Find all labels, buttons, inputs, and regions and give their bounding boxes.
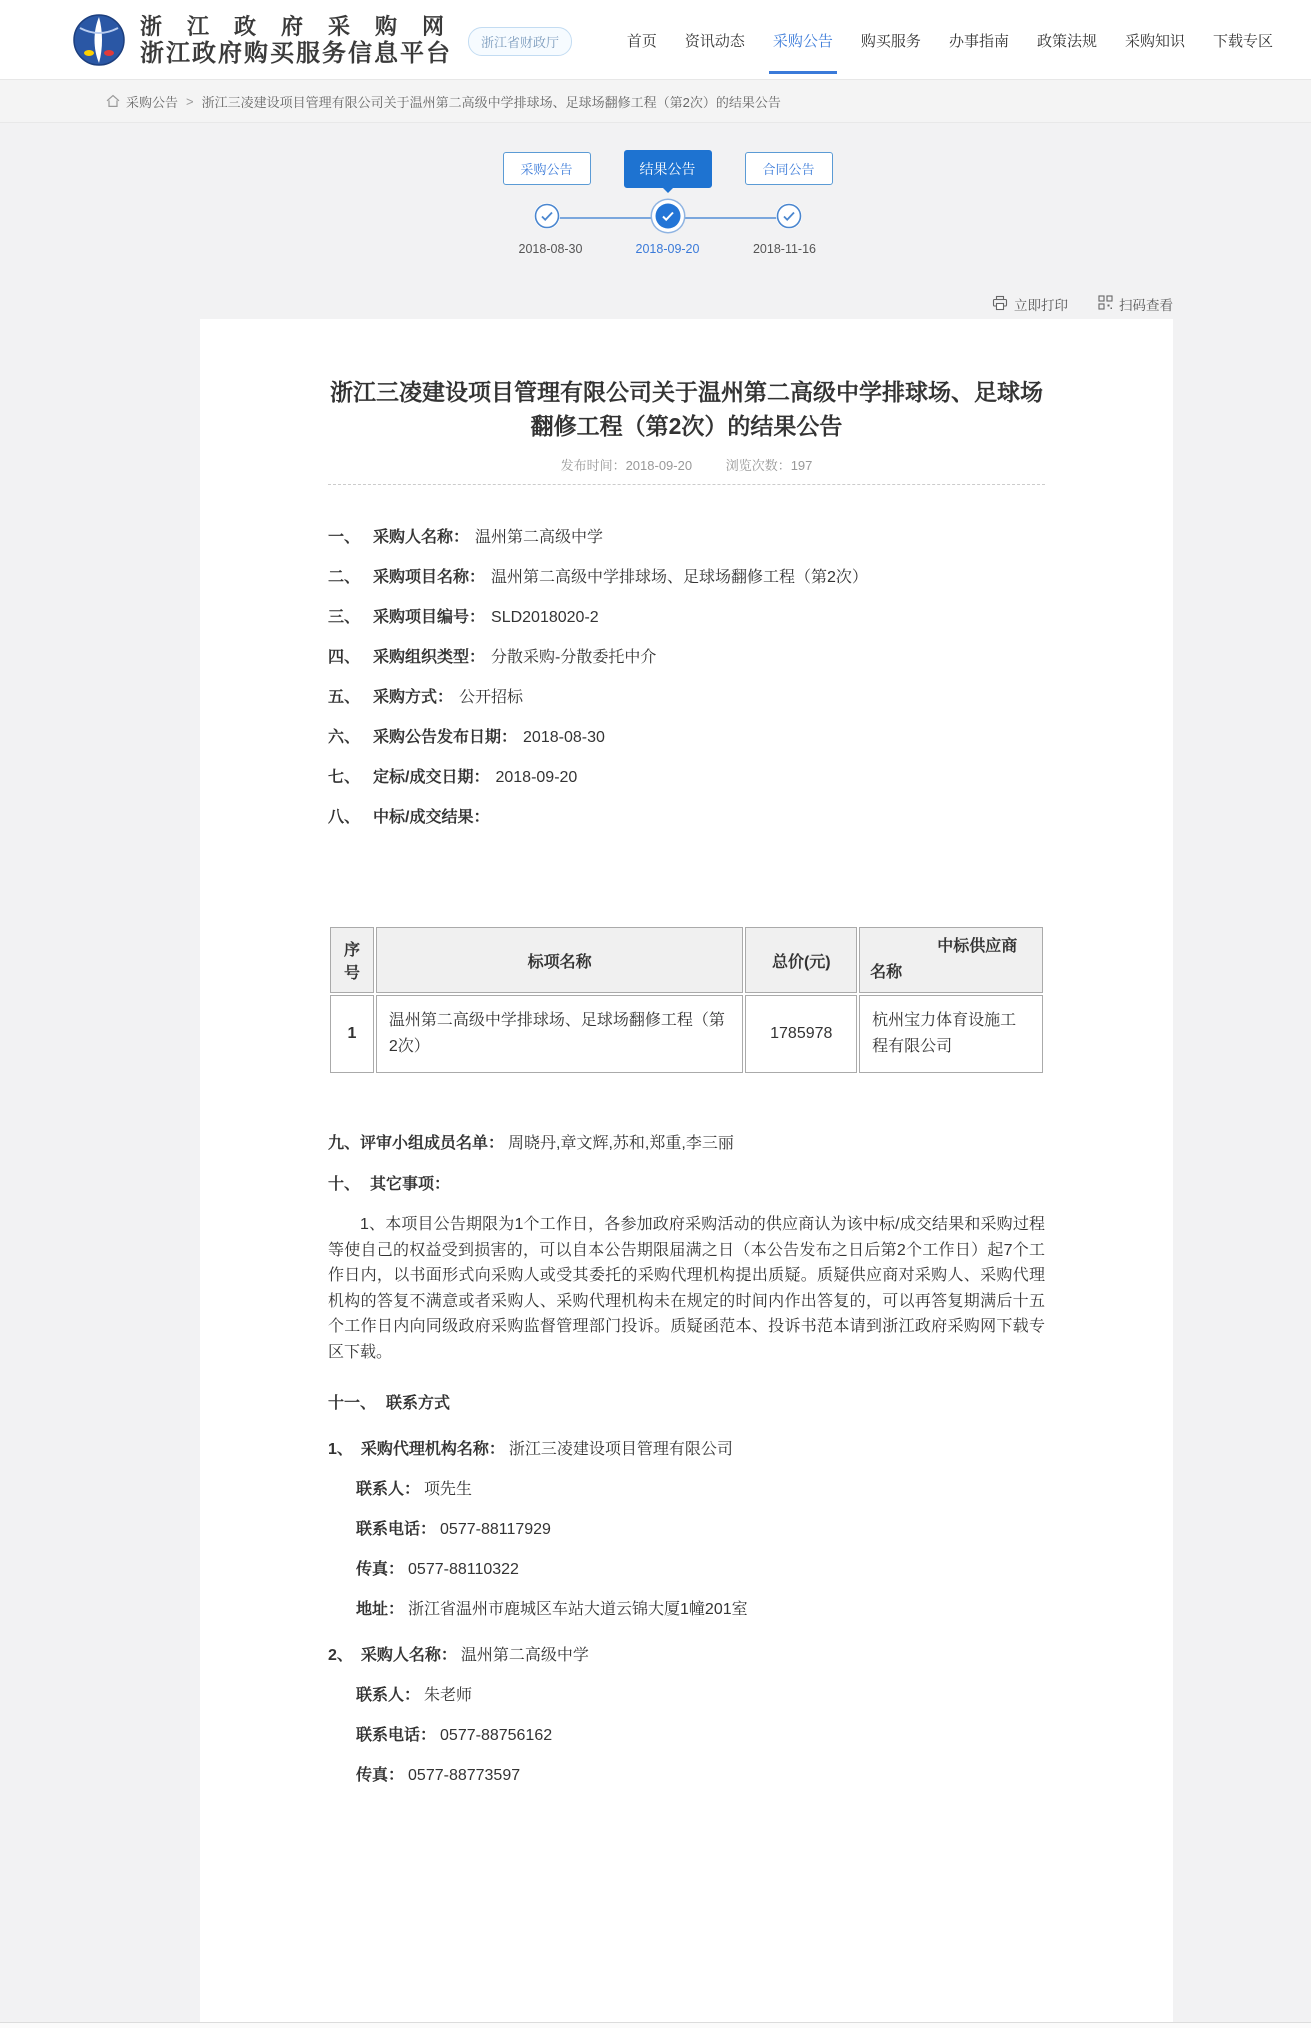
breadcrumb	[0, 80, 1311, 123]
item-org-type: 四、 采购组织类型： 分散采购-分散委托中介	[328, 649, 657, 666]
award-result-table	[328, 925, 1045, 1075]
step3-check-icon	[776, 203, 802, 229]
site-header	[0, 0, 1311, 80]
site-logo-icon[interactable]	[72, 13, 126, 67]
tab-result-notice[interactable]: 结果公告	[624, 150, 712, 188]
article-meta	[328, 455, 1045, 485]
header-index: 序号	[330, 927, 374, 993]
nav-item-download[interactable]: 下载专区	[1212, 32, 1273, 50]
step1-check-icon	[534, 203, 560, 229]
home-icon[interactable]	[106, 94, 120, 108]
step2-check-icon	[655, 203, 681, 229]
nav-item-knowledge[interactable]: 采购知识	[1124, 32, 1185, 50]
cell-index: 1	[330, 995, 374, 1073]
agency-phone: 联系电话： 0577-88117929	[356, 1521, 551, 1538]
buyer-contact-person: 联系人： 朱老师	[356, 1687, 473, 1704]
process-tab-row	[503, 150, 833, 193]
breadcrumb-current: 浙江三凌建设项目管理有限公司关于温州第二高级中学排球场、足球场翻修工程（第2次）的结果公告	[201, 94, 781, 110]
article-items	[328, 527, 1045, 829]
nav-item-procurement-notice[interactable]: 采购公告	[759, 0, 847, 80]
agency-contact-person: 联系人： 项先生	[356, 1481, 473, 1498]
scan-qr-button-label: 扫码查看	[1119, 298, 1173, 313]
print-button-label: 立即打印	[1014, 298, 1068, 313]
cell-supplier: 杭州宝力体育设施工程有限公司	[859, 995, 1043, 1073]
breadcrumb-root[interactable]: 采购公告	[126, 94, 179, 110]
section-contact: 十一、 联系方式	[328, 1395, 451, 1412]
section-review-panel: 九、评审小组成员名单： 周晓丹,章文辉,苏和,郑重,李三丽	[328, 1135, 734, 1152]
main-nav	[613, 0, 1287, 80]
nav-item-guide[interactable]: 办事指南	[948, 32, 1009, 50]
printer-icon	[992, 295, 1008, 314]
cell-lot-name: 温州第二高级中学排球场、足球场翻修工程（第2次）	[376, 995, 744, 1073]
step2-date: 2018-09-20	[635, 242, 700, 256]
nav-item-purchase-service[interactable]: 购买服务	[860, 32, 921, 50]
nav-item-policy[interactable]: 政策法规	[1036, 32, 1097, 50]
view-count: 浏览次数：197	[725, 458, 813, 473]
nav-item-news[interactable]: 资讯动态	[684, 32, 745, 50]
agency-fax: 传真： 0577-88110322	[356, 1561, 519, 1578]
item-project-name: 二、 采购项目名称： 温州第二高级中学排球场、足球场翻修工程（第2次）	[328, 569, 868, 586]
step3-date: 2018-11-16	[752, 242, 816, 256]
item-notice-date: 六、 采购公告发布日期： 2018-08-30	[328, 729, 605, 746]
item-award-date: 七、 定标/成交日期： 2018-09-20	[328, 769, 578, 786]
buyer-fax: 传真： 0577-88773597	[356, 1767, 521, 1784]
header-total-price: 总价(元)	[745, 927, 857, 993]
header-supplier: 中标供应商名称	[859, 927, 1043, 993]
brand-text	[140, 13, 469, 67]
nav-item-home[interactable]: 首页	[626, 32, 657, 50]
timeline-dates	[503, 242, 833, 256]
section-other-matters: 十、 其它事项：	[328, 1176, 451, 1193]
item-award-result: 八、 中标/成交结果：	[328, 809, 490, 826]
qr-code-icon	[1098, 295, 1113, 313]
gov-badge: 浙江省财政厅	[468, 27, 572, 56]
item-buyer-name: 一、 采购人名称： 温州第二高级中学	[328, 529, 604, 546]
table-header-row	[330, 927, 1043, 993]
breadcrumb-separator: >	[186, 93, 194, 109]
contact-buyer: 2、 采购人名称： 温州第二高级中学	[328, 1647, 589, 1664]
page-title: 浙江三凌建设项目管理有限公司关于温州第二高级中学排球场、足球场翻修工程（第2次）的结果公告	[330, 379, 1043, 439]
publish-time: 发布时间：2018-09-20	[560, 458, 693, 473]
announcement-card	[200, 319, 1173, 2022]
table-row	[330, 995, 1043, 1073]
other-matters-paragraph: 1、本项目公告期限为1个工作日，各参加政府采购活动的供应商认为该中标/成交结果和采购过程等使自己的权益受到损害的，可以自本公告期限届满之日（本公告发布之日后第2个工作日）起7个工作日内，以书面形式向采购人或受其委托的采购代理机构提出质疑。质疑供应商对采购人、采购代理机构的答复不满意或者采购人、采购代理机构未在规定的时间内作出答复的，可以再答复期满后十五个工作日内向同级政府采购监督管理部门投诉。质疑函范本、投诉书范本请到浙江政府采购网下载专区下载。	[328, 1216, 1045, 1361]
process-steps	[503, 123, 833, 256]
tab-procurement-notice[interactable]: 采购公告	[503, 152, 591, 185]
site-subtitle: 浙江政府购买服务信息平台	[140, 40, 452, 67]
buyer-phone: 联系电话： 0577-88756162	[356, 1727, 553, 1744]
scan-qr-button[interactable]	[1098, 293, 1173, 315]
tab-contract-notice[interactable]: 合同公告	[745, 152, 833, 185]
footer-divider	[0, 2022, 1311, 2028]
site-title: 浙江政府采购网	[140, 14, 470, 39]
process-timeline	[503, 203, 833, 233]
contact-agency: 1、 采购代理机构名称： 浙江三凌建设项目管理有限公司	[328, 1441, 733, 1458]
agency-address: 地址： 浙江省温州市鹿城区车站大道云锦大厦1幢201室	[356, 1601, 748, 1618]
item-project-number: 三、 采购项目编号： SLD2018020-2	[328, 609, 599, 626]
print-button[interactable]	[992, 293, 1068, 315]
cell-total-price: 1785978	[745, 995, 857, 1073]
toolbar	[0, 293, 1311, 315]
header-lot-name: 标项名称	[376, 927, 744, 993]
step1-date: 2018-08-30	[518, 242, 583, 256]
item-method: 五、 采购方式： 公开招标	[328, 689, 524, 706]
